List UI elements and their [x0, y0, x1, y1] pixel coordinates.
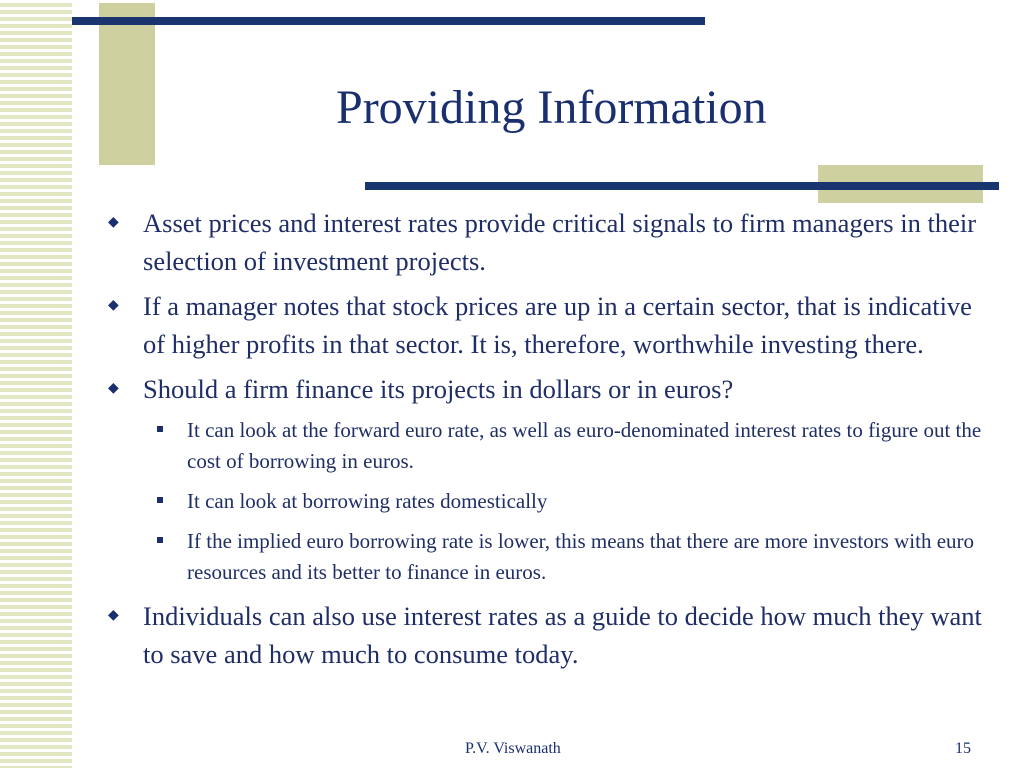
- square-bullet-icon: [157, 426, 163, 432]
- square-bullet-icon: [157, 537, 163, 543]
- sub-bullet-text: It can look at borrowing rates domestically: [187, 489, 548, 513]
- accent-block-top: [99, 3, 155, 165]
- bullet-item: [108, 287, 988, 363]
- sub-bullet-text: It can look at the forward euro rate, as well as euro-denominated interest rates to figure out the cost of borrowing in euros.: [187, 418, 982, 473]
- diamond-bullet-icon: ◆: [108, 381, 119, 396]
- sub-bullet-item: [187, 486, 988, 517]
- square-bullet-icon: [157, 497, 163, 503]
- sub-bullet-list: [108, 415, 988, 588]
- bullet-item: [108, 370, 988, 408]
- sub-bullet-item: [187, 526, 988, 588]
- bullet-list: [108, 204, 988, 680]
- striped-side-band: [0, 0, 72, 768]
- page-number: 15: [955, 740, 971, 757]
- bullet-item: [108, 204, 988, 280]
- diamond-bullet-icon: ◆: [108, 298, 119, 313]
- slide-title: Providing Information: [336, 81, 767, 134]
- bullet-item: [108, 597, 988, 673]
- bullet-text: If a manager notes that stock prices are up in a certain sector, that is indicative of higher profits in that sector. It is, therefore, worthwhile investing there.: [143, 291, 972, 359]
- bullet-text: Asset prices and interest rates provide critical signals to firm managers in their selection of investment projects.: [143, 208, 977, 276]
- footer-author: P.V. Viswanath: [465, 740, 561, 757]
- diamond-bullet-icon: ◆: [108, 215, 119, 230]
- bullet-text: Individuals can also use interest rates as a guide to decide how much they want to save and how much to consume today.: [143, 601, 982, 669]
- sub-bullet-text: If the implied euro borrowing rate is lower, this means that there are more investors with euro resources and its better to finance in euros.: [187, 529, 975, 584]
- title-rule-top: [72, 17, 705, 25]
- diamond-bullet-icon: ◆: [108, 608, 119, 623]
- sub-bullet-item: [187, 415, 988, 477]
- title-rule-bottom: [365, 182, 999, 190]
- bullet-text: Should a firm finance its projects in dollars or in euros?: [143, 374, 734, 404]
